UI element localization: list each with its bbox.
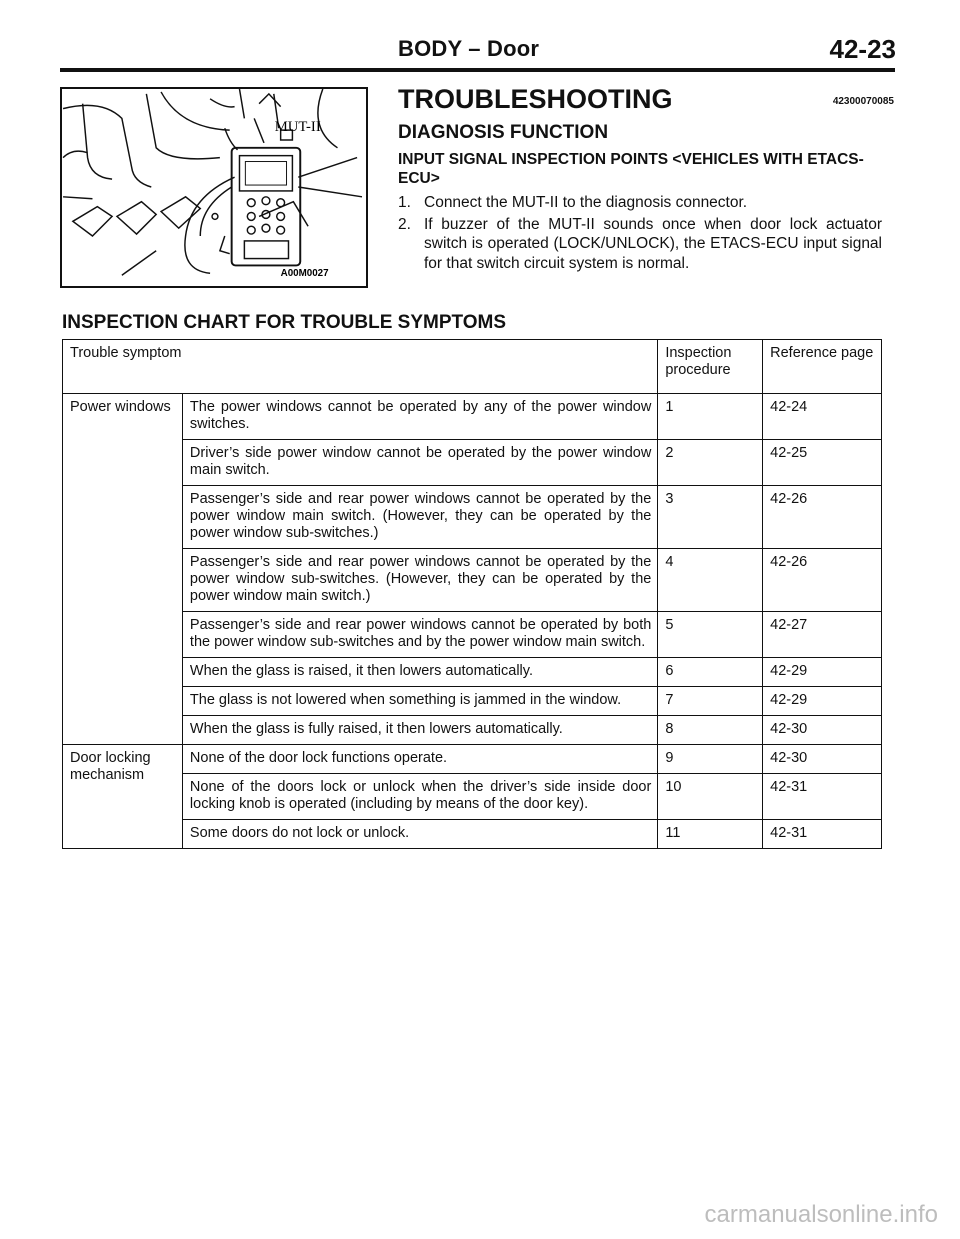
diagnosis-step [398,193,882,213]
symptom-cell: None of the door lock functions operate. [182,745,657,774]
symptom-cell: Driver’s side power window cannot be operated by the power window main switch. [182,440,657,486]
table-row [63,549,882,612]
category-door-locking-mechanism: Door locking mechanism [63,745,183,849]
table-row [63,820,882,849]
procedure-cell: 5 [658,612,763,658]
symptom-cell: Some doors do not lock or unlock. [182,820,657,849]
diagnosis-step [398,215,882,274]
reference-cell: 42-30 [763,716,882,745]
reference-cell: 42-29 [763,687,882,716]
inspection-chart-title: INSPECTION CHART FOR TROUBLE SYMPTOMS [62,312,507,333]
table-row [63,394,882,440]
symptom-cell: Passenger’s side and rear power windows cannot be operated by both the power window sub-switches and by the power window main switch. [182,612,657,658]
symptom-cell: When the glass is fully raised, it then lowers automatically. [182,716,657,745]
procedure-cell: 2 [658,440,763,486]
table-row [63,774,882,820]
reference-cell: 42-26 [763,549,882,612]
step-text: If buzzer of the MUT-II sounds once when door lock actuator switch is operated (LOCK/UNLOCK), the ETACS-ECU input signal for that switch circuit system is normal. [424,215,882,272]
reference-cell: 42-31 [763,820,882,849]
procedure-cell: 1 [658,394,763,440]
table-row [63,716,882,745]
category-power-windows: Power windows [63,394,183,745]
table-row [63,687,882,716]
mut-ii-illustration [62,89,366,286]
symptom-cell: Passenger’s side and rear power windows cannot be operated by the power window sub-switches. (However, they can be operated by the power window main switch.) [182,549,657,612]
inspection-chart-table [62,339,882,849]
figure-code: A00M0027 [280,268,329,280]
table-row [63,440,882,486]
table-row [63,658,882,687]
procedure-cell: 6 [658,658,763,687]
reference-cell: 42-24 [763,394,882,440]
table-header-row [63,340,882,394]
table-row [63,612,882,658]
reference-cell: 42-25 [763,440,882,486]
procedure-cell: 7 [658,687,763,716]
mut-ii-connection-figure [60,87,368,288]
symptom-cell: Passenger’s side and rear power windows cannot be operated by the power window main switch. (However, they can be operated by the power window sub-switches.) [182,486,657,549]
symptom-cell: The power windows cannot be operated by any of the power window switches. [182,394,657,440]
table-row [63,486,882,549]
procedure-cell: 3 [658,486,763,549]
section-header-title: BODY – Door [398,36,540,61]
symptom-cell: The glass is not lowered when something is jammed in the window. [182,687,657,716]
header-reference-page: Reference page [763,340,882,394]
reference-cell: 42-26 [763,486,882,549]
step-number: 1. [398,194,411,211]
symptom-cell: None of the doors lock or unlock when the driver’s side inside door locking knob is operated (including by means of the door key). [182,774,657,820]
input-signal-inspection-title: INPUT SIGNAL INSPECTION POINTS <VEHICLES WITH ETACS-ECU> [398,151,864,187]
step-text: Connect the MUT-II to the diagnosis connector. [424,194,748,211]
procedure-cell: 4 [658,549,763,612]
site-watermark: carmanualsonline.info [704,1201,938,1228]
table-row [63,745,882,774]
page-number: 42-23 [829,34,896,64]
mut-ii-label: MUT-II [274,119,321,136]
step-number: 2. [398,215,411,233]
header-rule [60,68,895,72]
procedure-cell: 9 [658,745,763,774]
header-trouble-symptom: Trouble symptom [63,340,658,394]
diagnosis-steps [398,193,882,275]
procedure-cell: 8 [658,716,763,745]
symptom-cell: When the glass is raised, it then lowers automatically. [182,658,657,687]
troubleshooting-code: 42300070085 [832,96,894,107]
troubleshooting-title: TROUBLESHOOTING [398,84,673,114]
reference-cell: 42-29 [763,658,882,687]
reference-cell: 42-27 [763,612,882,658]
procedure-cell: 10 [658,774,763,820]
procedure-cell: 11 [658,820,763,849]
header-inspection-procedure: Inspection procedure [658,340,763,394]
reference-cell: 42-31 [763,774,882,820]
diagnosis-function-title: DIAGNOSIS FUNCTION [398,122,609,143]
reference-cell: 42-30 [763,745,882,774]
